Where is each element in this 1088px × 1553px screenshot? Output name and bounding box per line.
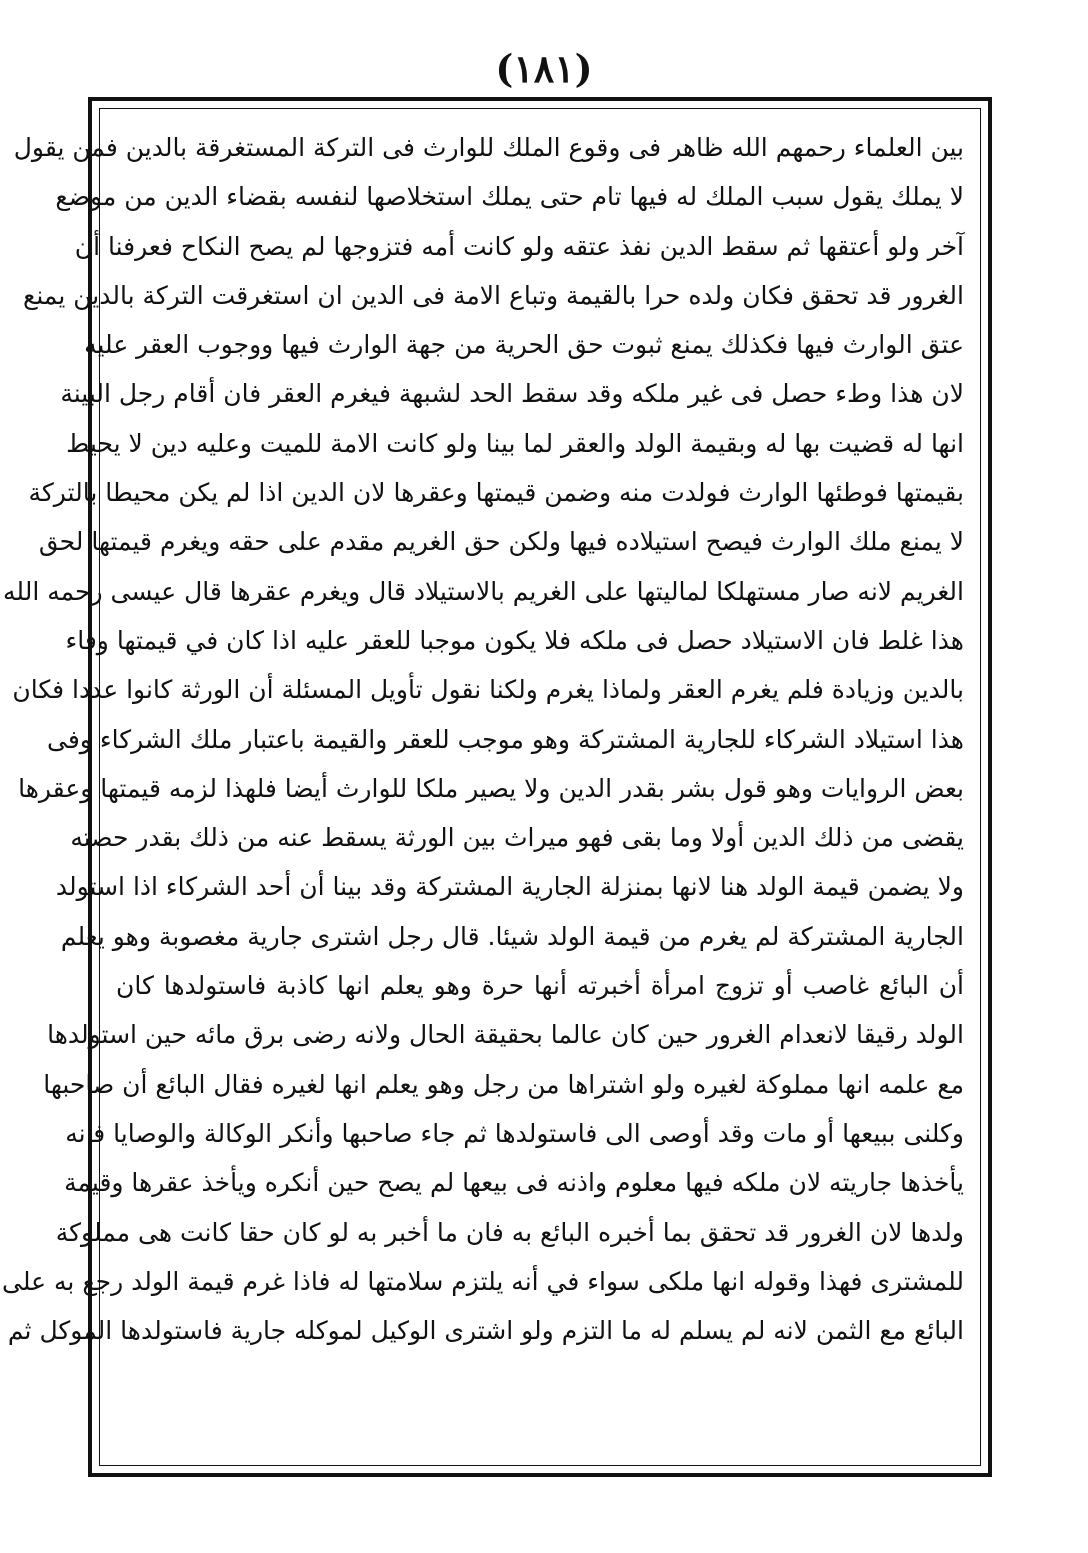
text-line: عتق الوارث فيها فكذلك يمنع ثبوت حق الحرية من جهة الوارث فيها ووجوب العقر عليه — [84, 330, 964, 360]
text-line: لا يمنع ملك الوارث فيصح استيلاده فيها ولكن حق الغريم مقدم على حقه ويغرم قيمتها لحق — [38, 527, 964, 557]
text-line: لان هذا وطء حصل فى غير ملكه وقد سقط الحد لشبهة فيغرم العقر فان أقام رجل البينة — [60, 379, 964, 409]
text-line: مع علمه انها مملوكة لغيره ولو اشتراها من رجل وهو يعلم انها لغيره فقال البائع أن صاحبها — [43, 1069, 964, 1099]
text-line: لا يملك يقول سبب الملك له فيها تام حتى يملك استخلاصها لنفسه بقضاء الدين من موضع — [55, 182, 964, 212]
text-line: وكلنى ببيعها أو مات وقد أوصى الى فاستولدها ثم جاء صاحبها وأنكر الوكالة والوصايا فانه — [65, 1118, 964, 1148]
text-line: هذا استيلاد الشركاء للجارية المشتركة وهو موجب للعقر والقيمة باعتبار ملك الشركاء وفى — [47, 724, 964, 754]
text-line: للمشترى فهذا وقوله انها ملكى سواء في أنه يلتزم سلامتها له فاذا غرم قيمة الولد رجع به على — [2, 1266, 964, 1296]
text-line: آخر ولو أعتقها ثم سقط الدين نفذ عتقه ولو كانت أمه فتزوجها لم يصح النكاح فعرفنا أن — [74, 231, 964, 261]
text-line: بقيمتها فوطئها الوارث فولدت منه وضمن قيمتها وعقرها لان الدين اذا لم يكن محيطا بالتركة — [28, 478, 964, 508]
text-line: ولا يضمن قيمة الولد هنا لانها بمنزلة الجارية المشتركة وقد بينا أن أحد الشركاء اذا استولد — [55, 872, 964, 902]
text-line: بالدين وزيادة فلم يغرم العقر ولماذا يغرم ولكنا نقول تأويل المسئلة أن الورثة كانوا عددا فكان — [12, 675, 964, 705]
text-line: يقضى من ذلك الدين أولا وما بقى فهو ميراث بين الورثة يسقط عنه من ذلك بقدر حصته — [70, 823, 964, 853]
text-line: الغريم لانه صار مستهلكا لماليتها على الغريم بالاستيلاد قال ويغرم عقرها قال عيسى رحمه الله — [3, 576, 964, 606]
page-border-inner — [2, 108, 981, 1466]
text-line: البائع مع الثمن لانه لم يسلم له ما التزم ولو اشترى الوكيل لموكله جارية فاستولدها الموكل ثم — [7, 1316, 964, 1346]
page-number: (١٨١) — [495, 46, 593, 91]
text-line: بين العلماء رحمهم الله ظاهر فى وقوع الملك للوارث فى التركة المستغرقة بالدين فمن يقول — [13, 133, 964, 162]
text-line: يأخذها جاريته لان ملكه فيها معلوم واذنه فى بيعها لم يصح حين أنكره ويأخذ عقرها وقيمة — [64, 1168, 964, 1198]
text-line: هذا غلط فان الاستيلاد حصل فى ملكه فلا يكون موجبا للعقر عليه اذا كان في قيمتها وفاء — [65, 625, 964, 655]
text-line: ولدها لان الغرور قد تحقق بما أخبره البائع به فان ما أخبر به لو كان حقا كانت هى مملوكة — [55, 1217, 964, 1247]
text-line: بعض الروايات وهو قول بشر بقدر الدين ولا يصير ملكا للوارث أيضا فلهذا لزمه قيمتها وعقرها — [18, 773, 964, 803]
text-line: انها له قضيت بها له وبقيمة الولد والعقر لما بينا ولو كانت الامة للميت وعليه دين لا يحيط — [66, 428, 964, 458]
text-line: الولد رقيقا لانعدام الغرور حين كان عالما بحقيقة الحال ولانه رضى برق مائه حين استولدها — [47, 1020, 964, 1050]
text-block — [2, 123, 964, 1455]
text-line: الجارية المشتركة لم يغرم من قيمة الولد شيئا. قال رجل اشترى جارية مغصوبة وهو يعلم — [60, 921, 964, 951]
text-line: أن البائع غاصب أو تزوج امرأة أخبرته أنها حرة وهو يعلم انها كاذبة فاستولدها كان — [116, 971, 964, 1001]
text-line: الغرور قد تحقق فكان ولده حرا بالقيمة وتباع الامة فى الدين ان استغرقت التركة بالدين يمنع — [23, 280, 964, 310]
